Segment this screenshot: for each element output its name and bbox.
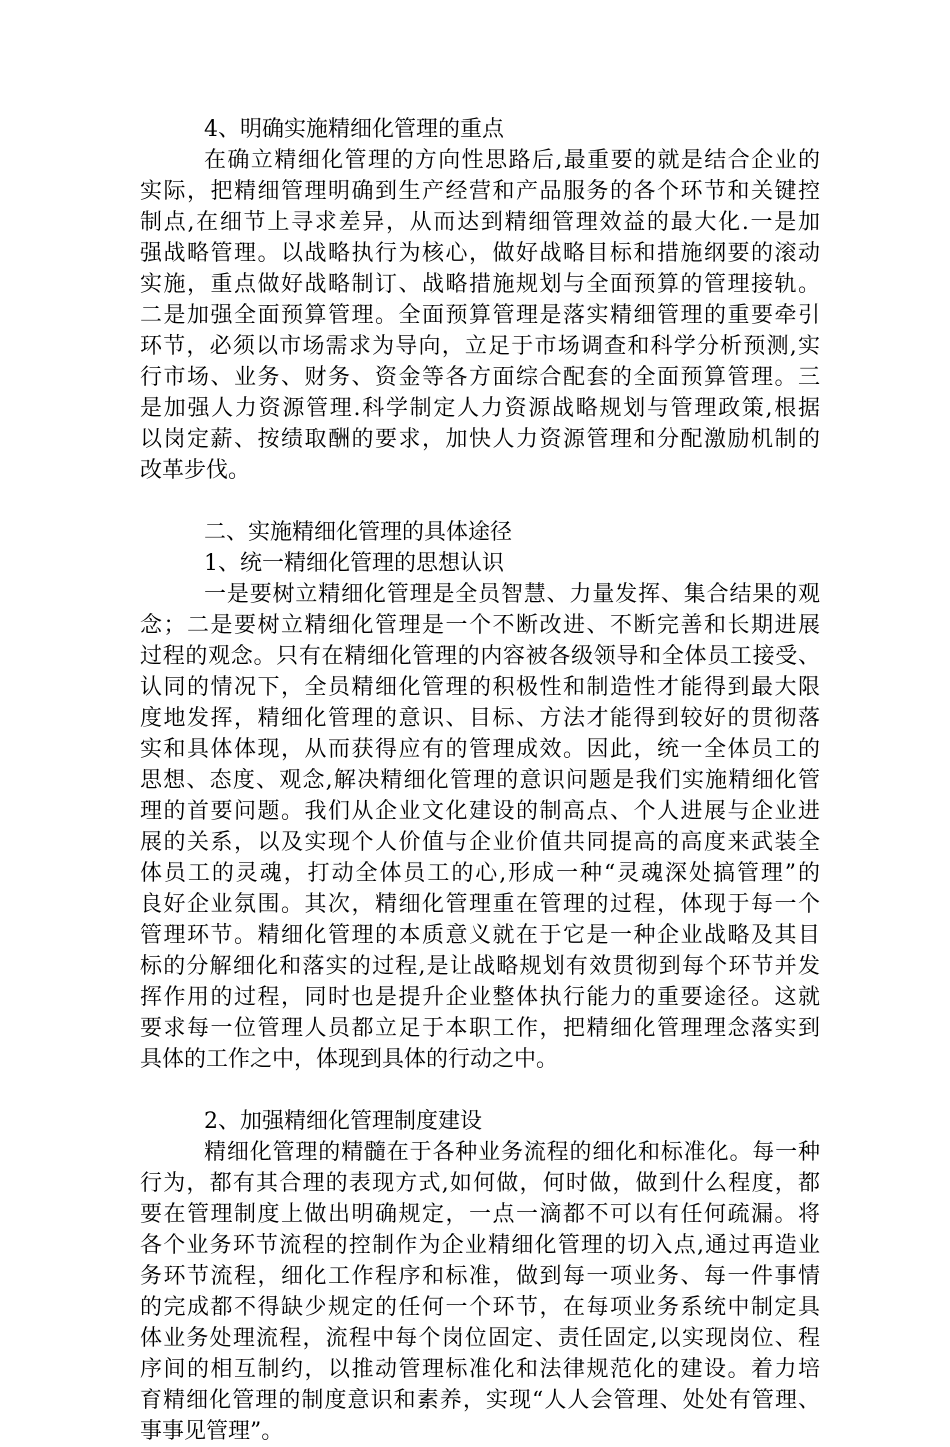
paragraph-line: 过程的观念。只有在精细化管理的内容被各级领导和全体员工接受、 xyxy=(140,644,820,669)
paragraph-line: 实施，重点做好战略制订、战略措施规划与全面预算的管理接轨。 xyxy=(140,272,820,297)
paragraph-line: 理的首要问题。我们从企业文化建设的制高点、个人进展与企业进 xyxy=(140,799,820,824)
paragraph-line: 制点,在细节上寻求差异，从而达到精细管理效益的最大化.一是加 xyxy=(140,210,820,235)
paragraph-line: 的完成都不得缺少规定的任何一个环节，在每项业务系统中制定具 xyxy=(140,1295,820,1320)
paragraph-line: 挥作用的过程，同时也是提升企业整体执行能力的重要途径。这就 xyxy=(140,985,820,1010)
paragraph-line: 认同的情况下，全员精细化管理的积极性和制造性才能得到最大限 xyxy=(140,675,820,700)
paragraph-line: 具体的工作之中，体现到具体的行动之中。 xyxy=(140,1047,559,1072)
spacer xyxy=(140,486,820,517)
paragraph-line: 二是加强全面预算管理。全面预算管理是落实精细管理的重要牵引 xyxy=(140,303,820,328)
paragraph-line: 育精细化管理的制度意识和素养，实现“人人会管理、处处有管理、 xyxy=(140,1388,820,1413)
paragraph-line: 强战略管理。以战略执行为核心，做好战略目标和措施纲要的滚动 xyxy=(140,241,820,266)
paragraph-line: 精细化管理的精髓在于各种业务流程的细化和标准化。每一种 xyxy=(204,1140,820,1165)
paragraph-line: 务环节流程，细化工作程序和标准，做到每一项业务、每一件事情 xyxy=(140,1264,820,1289)
paragraph-line: 展的关系，以及实现个人价值与企业价值共同提高的高度来武装全 xyxy=(140,830,820,855)
paragraph-line: 在确立精细化管理的方向性思路后,最重要的就是结合企业的 xyxy=(204,148,820,173)
paragraph-line: 标的分解细化和落实的过程,是让战略规划有效贯彻到每个环节并发 xyxy=(140,954,820,979)
paragraph-line: 思想、态度、观念,解决精细化管理的意识问题是我们实施精细化管 xyxy=(140,768,820,793)
paragraph-line: 以岗定薪、按绩取酬的要求，加快人力资源管理和分配激励机制的 xyxy=(140,427,820,452)
section-subheading: 1、统一精细化管理的思想认识 xyxy=(204,551,504,576)
paragraph-line: 实和具体体现，从而获得应有的管理成效。因此，统一全体员工的 xyxy=(140,737,820,762)
section-heading: 2、加强精细化管理制度建设 xyxy=(204,1109,482,1134)
paragraph-line: 改革步伐。 xyxy=(140,458,251,483)
paragraph-line: 体业务处理流程，流程中每个岗位固定、责任固定,以实现岗位、程 xyxy=(140,1326,820,1351)
paragraph-line: 管理环节。精细化管理的本质意义就在于它是一种企业战略及其目 xyxy=(140,923,820,948)
paragraph-line: 行为，都有其合理的表现方式,如何做，何时做，做到什么程度，都 xyxy=(140,1171,820,1196)
section-heading: 4、明确实施精细化管理的重点 xyxy=(204,117,504,142)
paragraph-line: 实际，把精细管理明确到生产经营和产品服务的各个环节和关键控 xyxy=(140,179,820,204)
paragraph-line: 一是要树立精细化管理是全员智慧、力量发挥、集合结果的观 xyxy=(204,582,820,607)
paragraph-line: 各个业务环节流程的控制作为企业精细化管理的切入点,通过再造业 xyxy=(140,1233,820,1258)
paragraph-line: 体员工的灵魂，打动全体员工的心,形成一种“灵魂深处搞管理”的 xyxy=(140,861,820,886)
paragraph-line: 是加强人力资源管理.科学制定人力资源战略规划与管理政策,根据 xyxy=(140,396,820,421)
spacer xyxy=(140,1075,820,1106)
paragraph-line: 要求每一位管理人员都立足于本职工作，把精细化管理理念落实到 xyxy=(140,1016,820,1041)
paragraph-line: 事事见管理”。 xyxy=(140,1419,284,1444)
paragraph xyxy=(140,145,820,486)
paragraph-line: 度地发挥，精细化管理的意识、目标、方法才能得到较好的贯彻落 xyxy=(140,706,820,731)
section-heading: 二、实施精细化管理的具体途径 xyxy=(204,520,513,545)
document-page xyxy=(140,114,820,1447)
paragraph-line: 序间的相互制约，以推动管理标准化和法律规范化的建设。着力培 xyxy=(140,1357,820,1382)
paragraph-line: 行市场、业务、财务、资金等各方面综合配套的全面预算管理。三 xyxy=(140,365,820,390)
paragraph xyxy=(140,579,820,1075)
paragraph-line: 环节，必须以市场需求为导向，立足于市场调查和科学分析预测,实 xyxy=(140,334,820,359)
paragraph xyxy=(140,1137,820,1447)
paragraph-line: 良好企业氛围。其次，精细化管理重在管理的过程，体现于每一个 xyxy=(140,892,820,917)
paragraph-line: 念；二是要树立精细化管理是一个不断改进、不断完善和长期进展 xyxy=(140,613,820,638)
paragraph-line: 要在管理制度上做出明确规定，一点一滴都不可以有任何疏漏。将 xyxy=(140,1202,820,1227)
